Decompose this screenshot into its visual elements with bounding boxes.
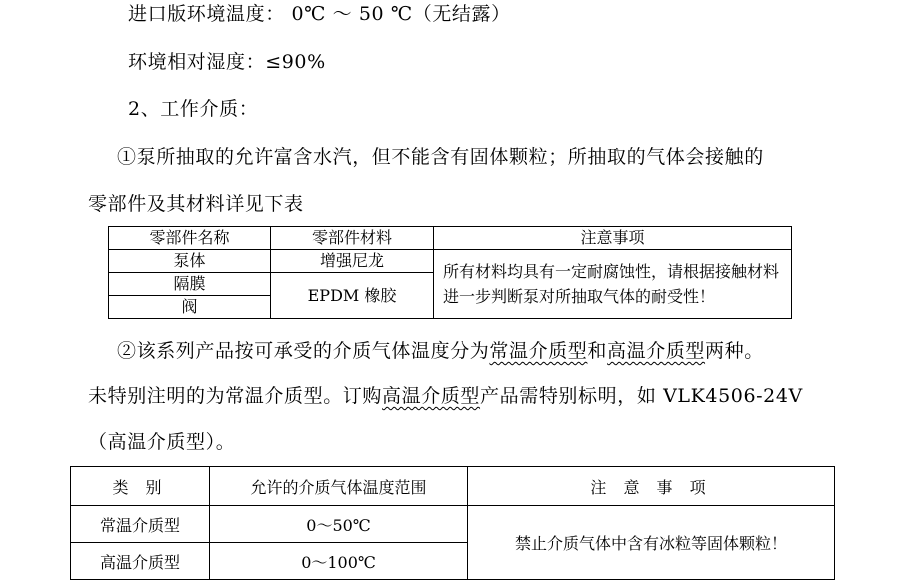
part-name-cell: 隔膜	[109, 273, 271, 296]
materials-note-cell: 所有材料均具有一定耐腐蚀性，请根据接触材料进一步判断泵对所抽取气体的耐受性！	[434, 250, 792, 319]
part-name-cell: 泵体	[109, 250, 271, 273]
table-header-cell: 注意事项	[434, 227, 792, 250]
paragraph-text: 产品需特别标明，如 VLK4506-24V	[480, 385, 803, 407]
part-name-cell: 阀	[109, 296, 271, 319]
paragraph-text: ②该系列产品按可承受的介质气体温度分为	[117, 340, 490, 362]
table-header-cell: 注 意 事 项	[468, 467, 835, 506]
paragraph-2-line-2	[88, 384, 803, 408]
table-header-cell: 零部件名称	[109, 227, 271, 250]
medium-note-cell: 禁止介质气体中含有冰粒等固体颗粒！	[468, 506, 835, 580]
temperature-range-cell: 0～50℃	[210, 506, 468, 543]
ambient-temperature-line: 进口版环境温度： 0℃ ～ 50 ℃（无结露）	[128, 3, 511, 25]
paragraph-text: 和	[587, 340, 608, 362]
part-material-cell: EPDM 橡胶	[271, 273, 434, 319]
medium-temperature-table	[70, 466, 835, 580]
table-header-cell: 类 别	[71, 467, 210, 506]
section-heading-working-medium: 2、工作介质：	[128, 98, 259, 120]
paragraph-2-line-3: （高温介质型）。	[88, 431, 236, 453]
type-cell: 高温介质型	[71, 543, 210, 580]
paragraph-1-line-2: 零部件及其材料详见下表	[88, 193, 304, 215]
high-temp-type-term: 高温介质型	[382, 385, 481, 407]
paragraph-1-line-1: ①泵所抽取的允许富含水汽，但不能含有固体颗粒；所抽取的气体会接触的	[117, 146, 764, 168]
temperature-range-cell: 0～100℃	[210, 543, 468, 580]
type-cell: 常温介质型	[71, 506, 210, 543]
high-temp-type-term: 高温介质型	[607, 340, 706, 362]
relative-humidity-line: 环境相对湿度：≤90%	[128, 51, 326, 73]
paragraph-2-line-1	[117, 339, 764, 363]
normal-temp-type-term: 常温介质型	[489, 340, 588, 362]
parts-materials-table	[108, 226, 792, 319]
paragraph-text: 两种。	[705, 340, 764, 362]
table-header-cell: 允许的介质气体温度范围	[210, 467, 468, 506]
paragraph-text: 未特别注明的为常温介质型。订购	[88, 385, 383, 407]
table-header-cell: 零部件材料	[271, 227, 434, 250]
part-material-cell: 增强尼龙	[271, 250, 434, 273]
